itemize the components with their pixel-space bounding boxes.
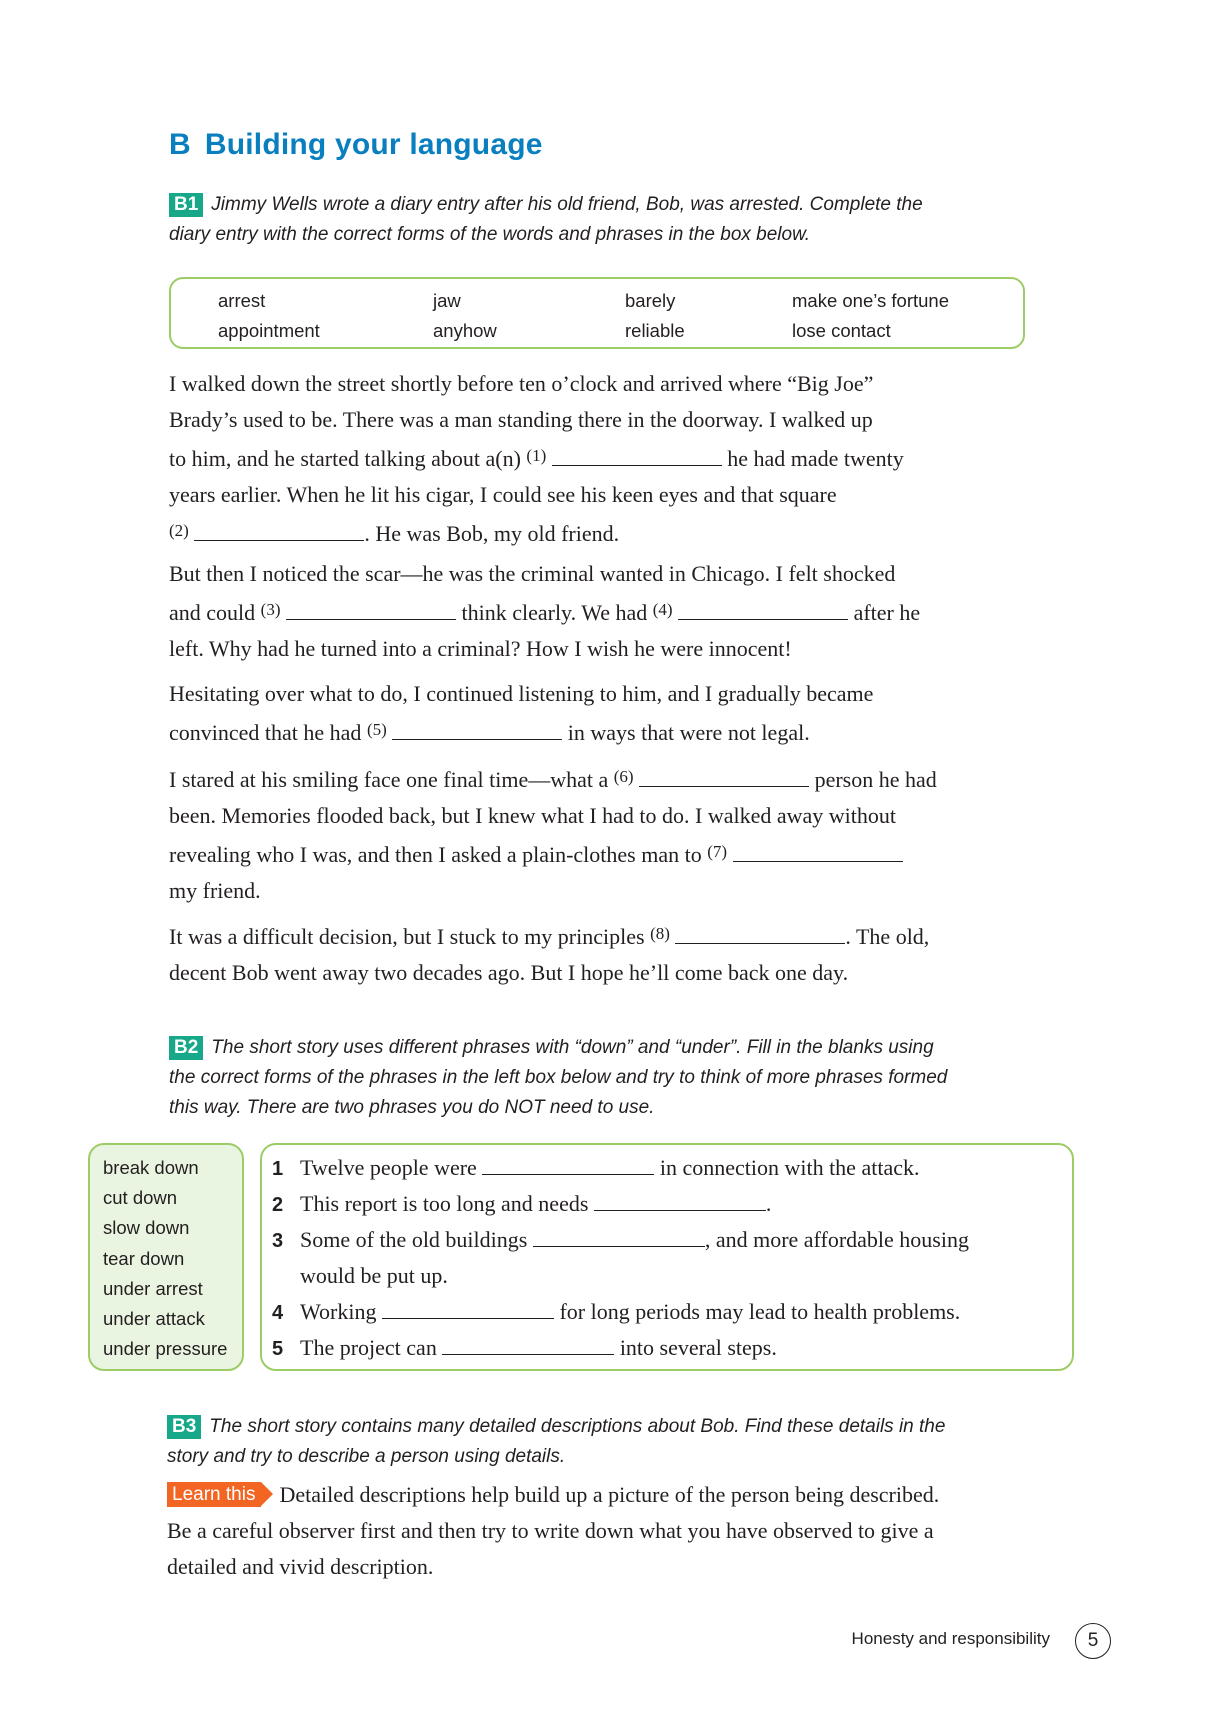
phrase-item: break down — [103, 1157, 199, 1178]
word-item: make one’s fortune — [792, 290, 950, 311]
blank-number: (8) — [650, 924, 670, 943]
word-item: barely — [625, 290, 676, 311]
text-line: But then I noticed the scar—he was the criminal wanted in Chicago. I felt shocked — [169, 561, 896, 586]
diary-paragraph-2 — [169, 556, 920, 667]
word-item: anyhow — [433, 320, 497, 341]
answer-blank[interactable] — [533, 1228, 705, 1247]
exercise-item-3: 3 Some of the old buildings , and more affordable housing — [272, 1227, 969, 1252]
learn-this-label: Learn this — [167, 1482, 261, 1507]
b3-badge: B3 — [167, 1415, 201, 1439]
text-line: I walked down the street shortly before ten o’clock and arrived where “Big Joe” — [169, 371, 874, 396]
text-line: revealing who I was, and then I asked a plain-clothes man to $^{(7)}$ — [169, 834, 937, 873]
text-line: years earlier. When he lit his cigar, I could see his keen eyes and that square — [169, 482, 837, 507]
word-box — [169, 277, 1025, 349]
word-item: jaw — [433, 290, 461, 311]
text-line: been. Memories flooded back, but I knew what I had to do. I walked away without — [169, 803, 897, 828]
blank-number: (2) — [169, 521, 189, 540]
page-number: 5 — [1075, 1623, 1111, 1659]
blank-number: (4) — [652, 600, 673, 619]
b2-instruction-line-1: The short story uses different phrases with “down” and “under”. Fill in the blanks using — [211, 1037, 934, 1058]
b2-instruction-line-3: this way. There are two phrases you do NOT need to use. — [169, 1097, 655, 1118]
footer-unit-title: Honesty and responsibility — [851, 1629, 1050, 1648]
answer-blank[interactable] — [675, 925, 845, 944]
exercise-item-1: 1 Twelve people were in connection with the attack. — [272, 1155, 920, 1180]
text-line: detailed and vivid description. — [167, 1554, 434, 1579]
b1-instruction-line-1: Jimmy Wells wrote a diary entry after his old friend, Bob, was arrested. Complete the — [211, 194, 923, 215]
diary-paragraph-5 — [169, 916, 929, 991]
phrase-item: under attack — [103, 1308, 205, 1330]
b3-instruction-line-1: The short story contains many detailed descriptions about Bob. Find these details in the — [209, 1416, 946, 1437]
diary-paragraph-1 — [169, 366, 904, 552]
text-line: Learn this Detailed descriptions help build up a picture of the person being described. — [167, 1477, 939, 1513]
text-line: my friend. — [169, 878, 261, 903]
word-item: lose contact — [792, 320, 891, 341]
text-line: Be a careful observer first and then try to write down what you have observed to give a — [167, 1518, 934, 1543]
phrase-item: under arrest — [103, 1277, 203, 1299]
phrase-item: under pressure — [103, 1338, 228, 1360]
b2-instruction — [169, 1033, 1089, 1123]
b2-instruction-line-2: the correct forms of the phrases in the left box below and try to think of more phrases formed — [169, 1067, 948, 1088]
blank-number: (7) — [707, 842, 728, 861]
text-line: $^{(2)}$ . He was Bob, my old friend. — [169, 521, 620, 546]
section-title: Building your language — [204, 128, 543, 161]
exercise-item-4: 4 Working for long periods may lead to health problems. — [272, 1299, 961, 1324]
b1-instruction-line-2: diary entry with the correct forms of the words and phrases in the box below. — [169, 224, 811, 245]
answer-blank[interactable] — [552, 447, 722, 466]
text-line: decent Bob went away two decades ago. But I hope he’ll come back one day. — [169, 960, 849, 985]
blank-number: (5) — [366, 720, 387, 739]
b3-instruction — [167, 1412, 1067, 1472]
b2-badge: B2 — [169, 1036, 203, 1060]
text-line: and could $^{(3)}$ think clearly. We had $^{(4)}$ after he — [169, 600, 921, 625]
section-heading — [169, 128, 543, 162]
phrase-box — [88, 1143, 244, 1371]
text-line: to him, and he started talking about a(n) $^{(1)}$ he had made twenty — [169, 446, 904, 471]
answer-blank[interactable] — [392, 721, 562, 740]
answer-blank[interactable] — [194, 522, 364, 541]
word-item: arrest — [218, 290, 266, 311]
answer-blank[interactable] — [639, 768, 809, 787]
exercise-item-5: 5 The project can into several steps. — [272, 1335, 777, 1360]
phrase-item: tear down — [103, 1247, 185, 1269]
answer-blank[interactable] — [382, 1300, 554, 1319]
phrase-item: cut down — [103, 1187, 178, 1209]
answer-blank[interactable] — [482, 1156, 654, 1175]
exercise-item-3-continued: would be put up. — [300, 1263, 448, 1288]
section-letter: B — [169, 128, 191, 161]
diary-paragraph-4 — [169, 759, 937, 909]
answer-blank[interactable] — [678, 601, 848, 620]
text-line: Brady’s used to be. There was a man standing there in the doorway. I walked up — [169, 407, 873, 432]
learn-this-block — [167, 1477, 939, 1585]
text-line: convinced that he had $^{(5)}$ in ways that were not legal. — [169, 720, 810, 745]
b3-instruction-line-2: story and try to describe a person using details. — [167, 1446, 566, 1467]
phrase-item: slow down — [103, 1217, 190, 1239]
b1-badge: B1 — [169, 193, 203, 217]
answer-blank[interactable] — [733, 843, 903, 862]
answer-blank[interactable] — [286, 601, 456, 620]
word-item: reliable — [625, 320, 685, 341]
answer-blank[interactable] — [594, 1192, 766, 1211]
diary-paragraph-3 — [169, 676, 873, 751]
text-line: Hesitating over what to do, I continued listening to him, and I gradually became — [169, 681, 874, 706]
text-line: I stared at his smiling face one final time—what a $^{(6)}$ person he had — [169, 767, 937, 792]
exercise-box — [260, 1143, 1074, 1371]
blank-number: (1) — [526, 446, 547, 465]
text-line: left. Why had he turned into a criminal? How I wish he were innocent! — [169, 636, 792, 661]
answer-blank[interactable] — [442, 1336, 614, 1355]
text-line: It was a difficult decision, but I stuck to my principles $^{(8)}$ . The old, — [169, 924, 930, 949]
blank-number: (6) — [613, 767, 634, 786]
blank-number: (3) — [260, 600, 281, 619]
exercise-item-2: 2 This report is too long and needs . — [272, 1191, 772, 1216]
b1-instruction — [169, 190, 1069, 250]
word-item: appointment — [218, 320, 320, 341]
